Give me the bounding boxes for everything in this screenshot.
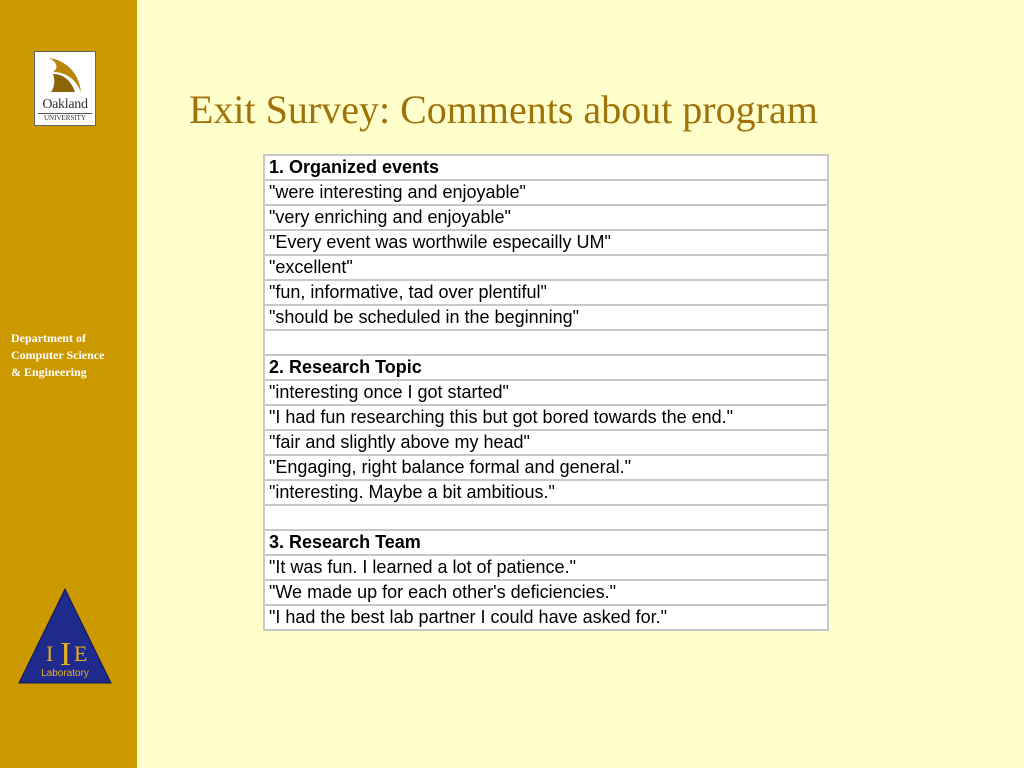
comment-row <box>264 430 828 455</box>
slide-title: Exit Survey: Comments about program <box>189 87 818 132</box>
comment-cell: "should be scheduled in the beginning" <box>264 305 828 330</box>
comment-row <box>264 230 828 255</box>
comment-cell: "interesting once I got started" <box>264 380 828 405</box>
comment-cell: "interesting. Maybe a bit ambitious." <box>264 480 828 505</box>
comment-row <box>264 405 828 430</box>
comment-row <box>264 305 828 330</box>
comment-cell: "I had fun researching this but got bored towards the end." <box>264 405 828 430</box>
logo-name: Oakland <box>42 97 88 112</box>
comment-cell: "It was fun. I learned a lot of patience." <box>264 555 828 580</box>
department-line: Department of <box>11 331 86 345</box>
section-header-cell: 1. Organized events <box>264 155 828 180</box>
department-line: & Engineering <box>11 365 87 379</box>
comment-cell: "I had the best lab partner I could have asked for." <box>264 605 828 630</box>
oakland-university-logo <box>34 51 96 126</box>
comment-cell: "Every event was worthwile especailly UM" <box>264 230 828 255</box>
comment-cell: "fun, informative, tad over plentiful" <box>264 280 828 305</box>
comment-row <box>264 555 828 580</box>
comment-row <box>264 180 828 205</box>
comment-row <box>264 580 828 605</box>
comment-row <box>264 605 828 630</box>
comment-cell <box>264 330 828 355</box>
lab-letter: I <box>46 641 54 666</box>
spacer-row <box>264 505 828 530</box>
lab-letter: I <box>60 636 72 673</box>
comment-row <box>264 255 828 280</box>
sail-logo-icon <box>35 52 95 98</box>
iie-laboratory-logo-icon <box>16 587 114 685</box>
comment-cell: "We made up for each other's deficiencies." <box>264 580 828 605</box>
section-header-cell: 2. Research Topic <box>264 355 828 380</box>
comment-row <box>264 205 828 230</box>
comment-cell: "very enriching and enjoyable" <box>264 205 828 230</box>
comment-row <box>264 455 828 480</box>
survey-comments-table <box>263 154 829 631</box>
department-label <box>11 330 131 381</box>
comment-cell: "excellent" <box>264 255 828 280</box>
section-header-cell: 3. Research Team <box>264 530 828 555</box>
section-header-row <box>264 155 828 180</box>
section-header-row <box>264 355 828 380</box>
lab-letter: E <box>74 641 88 666</box>
comment-cell <box>264 505 828 530</box>
comment-cell: "Engaging, right balance formal and general." <box>264 455 828 480</box>
lab-label: Laboratory <box>41 668 89 679</box>
section-header-row <box>264 530 828 555</box>
sidebar <box>0 0 137 768</box>
comment-cell: "fair and slightly above my head" <box>264 430 828 455</box>
comment-cell: "were interesting and enjoyable" <box>264 180 828 205</box>
logo-subtitle: UNIVERSITY <box>38 113 92 122</box>
comment-row <box>264 480 828 505</box>
spacer-row <box>264 330 828 355</box>
comment-row <box>264 380 828 405</box>
department-line: Computer Science <box>11 348 105 362</box>
comment-row <box>264 280 828 305</box>
